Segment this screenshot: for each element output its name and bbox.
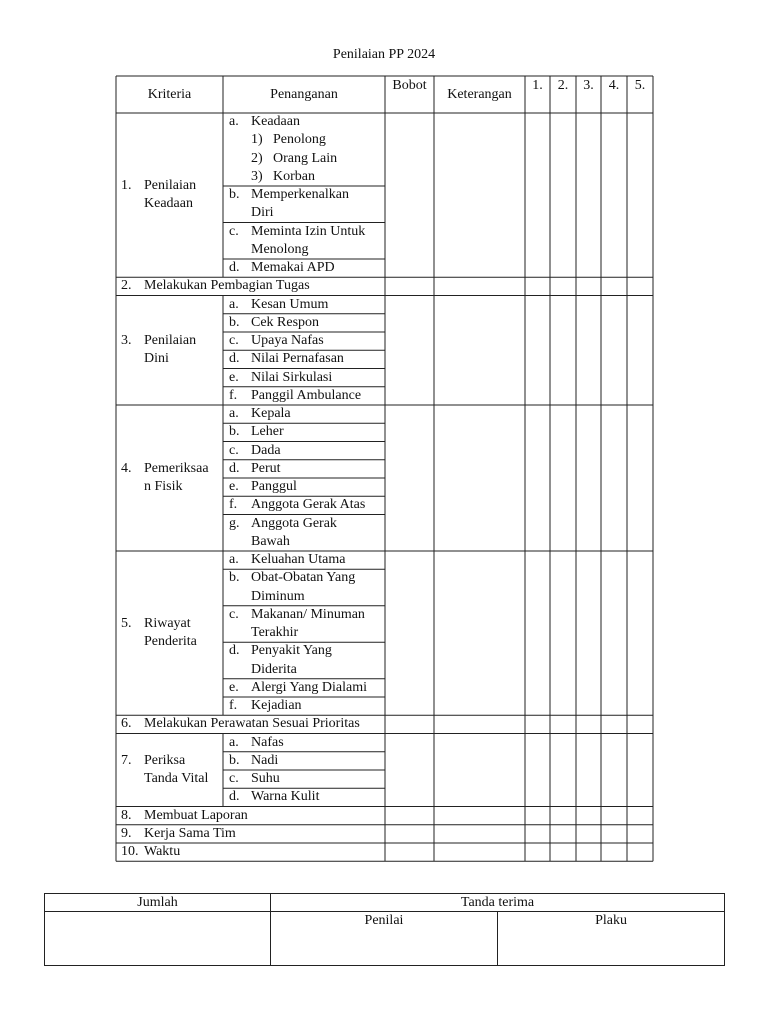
- tanda-terima-header: Tanda terima: [271, 894, 725, 912]
- handling-letter: f.: [229, 698, 238, 713]
- criteria-number: 6.: [121, 716, 132, 732]
- handling-item: Diminum: [251, 588, 305, 604]
- handling-item: Suhu: [251, 771, 280, 786]
- criteria-label: Penilaian: [144, 333, 197, 348]
- criteria-label: Membuat Laporan: [144, 807, 248, 823]
- handling-item: Kejadian: [251, 698, 302, 713]
- handling-item: Nadi: [251, 752, 279, 768]
- criteria-number: 10.: [121, 844, 139, 859]
- criteria-number: 7.: [121, 752, 132, 768]
- score-header-4: 4.: [608, 78, 620, 93]
- handling-item: Panggul: [251, 479, 297, 494]
- handling-item: Diri: [251, 205, 274, 221]
- handling-letter: c.: [229, 771, 239, 786]
- handling-item: Nafas: [251, 734, 284, 750]
- criteria-label: n Fisik: [144, 479, 183, 494]
- handling-letter: a.: [229, 296, 239, 312]
- handling-letter: a.: [229, 552, 239, 567]
- handling-letter: b.: [229, 570, 240, 586]
- penilai-cell[interactable]: Penilai: [271, 912, 498, 966]
- handling-item: Keadaan: [251, 114, 300, 129]
- score-header-3: 3.: [583, 78, 594, 93]
- criteria-label: Penilaian: [144, 177, 197, 193]
- handling-item: Terakhir: [251, 625, 299, 640]
- handling-item: Anggota Gerak Atas: [251, 497, 366, 513]
- handling-item: Meminta Izin Untuk: [251, 223, 366, 239]
- handling-letter: c.: [229, 333, 239, 348]
- handling-item: Memakai APD: [251, 260, 335, 275]
- criteria-number: 2.: [121, 278, 132, 294]
- handling-letter: d.: [229, 643, 240, 659]
- handling-sub-number: 1): [251, 132, 263, 148]
- handling-item: Cek Respon: [251, 314, 320, 330]
- handling-letter: d.: [229, 460, 240, 476]
- plaku-cell[interactable]: Plaku: [498, 912, 725, 966]
- score-header-5: 5.: [634, 78, 646, 93]
- criteria-label: Melakukan Pembagian Tugas: [144, 278, 310, 294]
- handling-letter: b.: [229, 752, 240, 768]
- handling-sub-item: Korban: [273, 168, 315, 184]
- handling-letter: d.: [229, 260, 240, 275]
- criteria-label: Melakukan Perawatan Sesuai Prioritas: [144, 716, 360, 732]
- handling-item: Keluahan Utama: [251, 552, 346, 567]
- handling-letter: c.: [229, 606, 239, 622]
- page-title: Penilaian PP 2024: [332, 47, 436, 62]
- handling-letter: f.: [229, 387, 238, 403]
- jumlah-header: Jumlah: [45, 894, 271, 912]
- score-header-1: 1.: [532, 78, 543, 93]
- handling-letter: e.: [229, 479, 239, 494]
- handling-item: Makanan/ Minuman: [251, 606, 365, 622]
- bobot-header: Bobot: [392, 78, 427, 93]
- handling-letter: b.: [229, 314, 240, 330]
- handling-letter: d.: [229, 351, 240, 367]
- handling-item: Menolong: [251, 241, 309, 257]
- handling-item: Bawah: [251, 533, 290, 549]
- handling-item: Memperkenalkan: [251, 187, 349, 202]
- handling-sub-number: 3): [251, 168, 263, 184]
- handling-item: Diderita: [251, 661, 297, 677]
- handling-sub-item: Orang Lain: [273, 150, 338, 166]
- penanganan-header: Penanganan: [270, 87, 338, 102]
- criteria-label: Penderita: [144, 634, 197, 650]
- jumlah-cell[interactable]: [45, 912, 271, 966]
- handling-item: Nilai Pernafasan: [251, 351, 344, 367]
- criteria-number: 9.: [121, 825, 132, 841]
- handling-letter: a.: [229, 406, 239, 421]
- handling-sub-item: Penolong: [273, 132, 326, 148]
- criteria-number: 4.: [121, 460, 132, 476]
- handling-item: Perut: [251, 460, 281, 476]
- handling-item: Obat-Obatan Yang: [251, 570, 356, 586]
- criteria-label: Dini: [144, 351, 169, 367]
- criteria-number: 5.: [121, 615, 132, 631]
- handling-item: Upaya Nafas: [251, 333, 324, 348]
- handling-letter: b.: [229, 424, 240, 440]
- handling-item: Dada: [251, 442, 281, 458]
- criteria-label: Waktu: [144, 844, 181, 859]
- handling-letter: c.: [229, 223, 239, 239]
- criteria-label: Riwayat: [144, 615, 191, 631]
- handling-item: Kesan Umum: [251, 296, 329, 312]
- handling-letter: d.: [229, 789, 240, 805]
- handling-item: Penyakit Yang: [251, 643, 332, 659]
- summary-table: [44, 893, 725, 966]
- criteria-label: Pemeriksaa: [144, 460, 209, 476]
- criteria-label: Periksa: [144, 752, 186, 768]
- keterangan-header: Keterangan: [447, 87, 512, 102]
- handling-letter: a.: [229, 114, 239, 129]
- handling-letter: g.: [229, 515, 240, 531]
- handling-item: Leher: [251, 424, 284, 440]
- kriteria-header: Kriteria: [147, 87, 192, 102]
- handling-item: Panggil Ambulance: [251, 387, 362, 403]
- handling-item: Kepala: [251, 406, 291, 421]
- handling-item: Anggota Gerak: [251, 515, 337, 531]
- criteria-number: 3.: [121, 333, 132, 348]
- handling-item: Nilai Sirkulasi: [251, 369, 333, 385]
- criteria-label: Keadaan: [144, 196, 193, 212]
- handling-letter: f.: [229, 497, 238, 513]
- handling-item: Warna Kulit: [251, 789, 320, 805]
- criteria-number: 8.: [121, 807, 132, 823]
- criteria-label: Tanda Vital: [144, 771, 209, 786]
- handling-letter: e.: [229, 679, 239, 695]
- criteria-number: 1.: [121, 177, 132, 193]
- criteria-label: Kerja Sama Tim: [144, 825, 236, 841]
- handling-sub-number: 2): [251, 150, 263, 166]
- handling-letter: c.: [229, 442, 239, 458]
- handling-item: Alergi Yang Dialami: [251, 679, 368, 695]
- handling-letter: e.: [229, 369, 239, 385]
- handling-letter: a.: [229, 734, 239, 750]
- handling-letter: b.: [229, 187, 240, 202]
- score-header-2: 2.: [557, 78, 569, 93]
